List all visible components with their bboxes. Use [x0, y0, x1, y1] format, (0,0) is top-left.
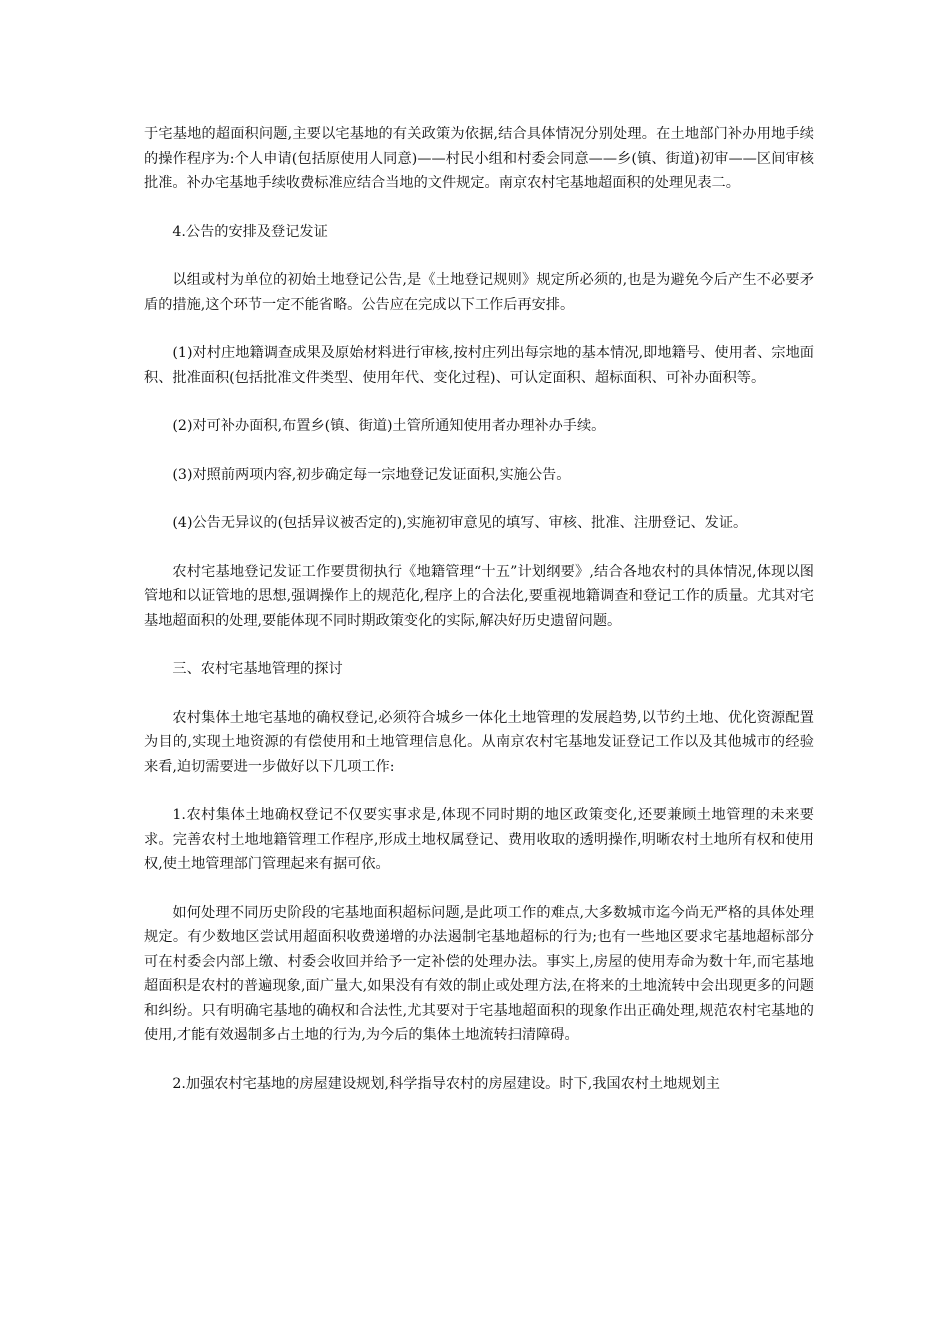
paragraph-point-2: 2.加强农村宅基地的房屋建设规划,科学指导农村的房屋建设。时下,我国农村土地规划主: [172, 1075, 720, 1092]
paragraph-intro-continuation: 于宅基地的超面积问题,主要以宅基地的有关政策为依据,结合具体情况分别处理。在土地部门补办用地手续的操作程序为:个人申请(包括原使用人同意)——村民小组和村委会同意——乡(镇、街道)初审——区间审核批准。补办宅基地手续收费标准应结合当地的文件规定。南京农村宅基地超面积的处理见表二。: [144, 126, 814, 191]
paragraph-discussion-intro: 农村集体土地宅基地的确权登记,必须符合城乡一体化土地管理的发展趋势,以节约土地、优化资源配置为目的,实现土地资源的有偿使用和土地管理信息化。从南京农村宅基地发证登记工作以及其他城市的经验来看,迫切需要进一步做好以下几项工作:: [144, 709, 814, 775]
paragraph-registration-summary: 农村宅基地登记发证工作要贯彻执行《地籍管理“十五”计划纲要》,结合各地农村的具体情况,体现以图管地和以证管地的思想,强调操作上的规范化,程序上的合法化,要重视地籍调查和登记工作的质量。尤其对宅基地超面积的处理,要能体现不同时期政策变化的实际,解决好历史遗留问题。: [144, 563, 814, 629]
section-heading-3: 三、农村宅基地管理的探讨: [172, 661, 343, 677]
list-item-1: (1)对村庄地籍调查成果及原始材料进行审核,按村庄列出每宗地的基本情况,即地籍号、使用者、宗地面积、批准面积(包括批准文件类型、使用年代、变化过程)、可认定面积、超标面积、可补办面积等。: [144, 345, 814, 386]
list-item-3: (3)对照前两项内容,初步确定每一宗地登记发证面积,实施公告。: [172, 466, 571, 483]
paragraph-announcement: 以组或村为单位的初始土地登记公告,是《土地登记规则》规定所必须的,也是为避免今后产生不必要矛盾的措施,这个环节一定不能省略。公告应在完成以下工作后再安排。: [144, 272, 814, 313]
document-page: [144, 122, 814, 1120]
paragraph-excess-area: 如何处理不同历史阶段的宅基地面积超标问题,是此项工作的难点,大多数城市迄今尚无严格的具体处理规定。有少数地区尝试用超面积收费递增的办法遏制宅基地超标的行为;也有一些地区要求宅基地超标部分可在村委会内部上缴、村委会收回并给予一定补偿的处理办法。事实上,房屋的使用寿命为数十年,而宅基地超面积是农村的普遍现象,面广量大,如果没有有效的制止或处理方法,在将来的土地流转中会出现更多的问题和纠纷。只有明确宅基地的确权和合法性,尤其要对于宅基地超面积的现象作出正确处理,规范农村宅基地的使用,才能有效遏制多占土地的行为,为今后的集体土地流转扫清障碍。: [144, 904, 814, 1043]
list-item-4: (4)公告无异议的(包括异议被否定的),实施初审意见的填写、审核、批准、注册登记、发证。: [172, 515, 748, 531]
paragraph-point-1: 1.农村集体土地确权登记不仅要实事求是,体现不同时期的地区政策变化,还要兼顾土地管理的未来要求。完善农村土地地籍管理工作程序,形成土地权属登记、费用收取的透明操作,明晰农村土地所有权和使用权,使土地管理部门管理起来有据可依。: [144, 807, 814, 872]
section-heading-4: 4.公告的安排及登记发证: [172, 223, 328, 240]
list-item-2: (2)对可补办面积,布置乡(镇、街道)土管所通知使用者办理补办手续。: [172, 418, 606, 434]
